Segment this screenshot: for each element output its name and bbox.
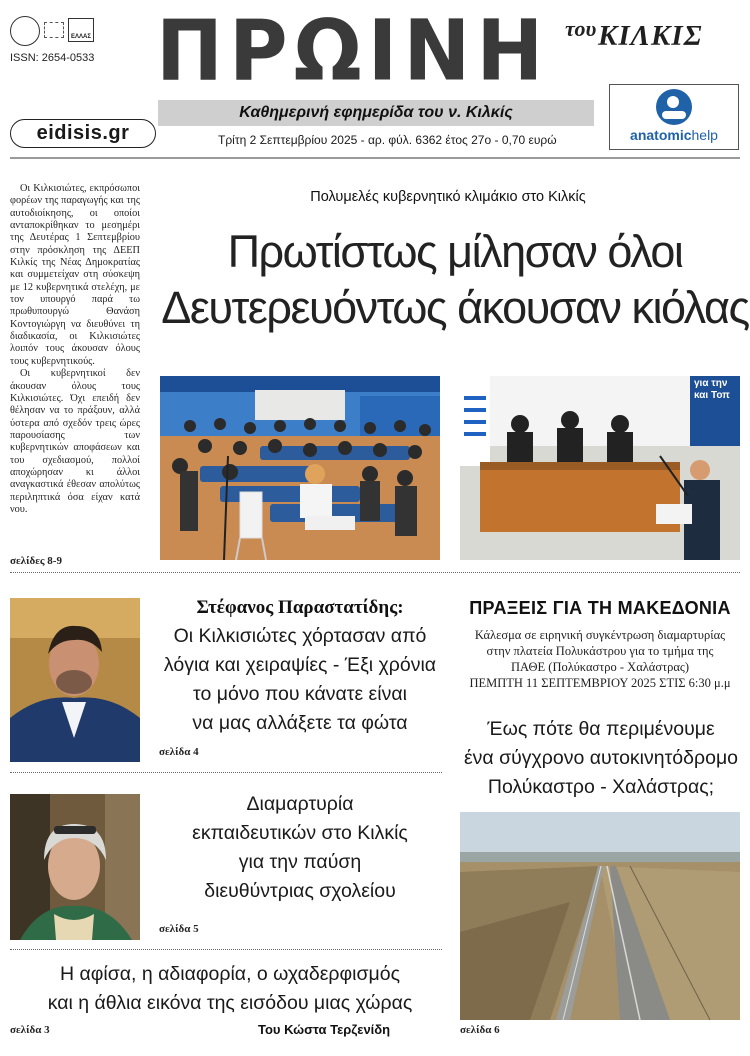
audience-photo-image	[160, 376, 440, 560]
highway-page-ref: σελίδα 6	[460, 1024, 500, 1036]
poster-headline[interactable]	[10, 960, 450, 1018]
tagline: Καθημερινή εφημερίδα του ν. Κιλκίς	[158, 100, 594, 126]
teachers-line-2: εκπαιδευτικών στο Κιλκίς	[192, 822, 408, 844]
elas-badge: ΕΛΛΑΣ	[68, 18, 94, 42]
lead-headline[interactable]	[160, 224, 750, 336]
banner-text-line-2: και Τοπ	[694, 390, 730, 401]
highway-line-1: Έως πότε θα περιμένουμε	[487, 718, 715, 740]
makedonia-announcement	[460, 627, 740, 691]
parastatidis-quote-line-3: το μόνο που κάνατε είναι	[193, 683, 407, 705]
makedonia-line-1: Κάλεσμα σε ειρηνική συγκέντρωση διαμαρτυρίας	[474, 628, 726, 642]
makedonia-line-2: στην πλατεία Πολυκάστρου για το τμήμα της	[486, 644, 714, 658]
parastatidis-divider	[10, 772, 442, 773]
lead-headline-line-2: Δευτερευόντως άκουσαν κιόλας	[161, 282, 749, 333]
advert-brand-name	[610, 127, 738, 143]
anatomichelp-advert[interactable]	[609, 84, 739, 150]
highway-photo-image	[460, 812, 740, 1020]
audience-photo	[160, 376, 440, 560]
poster-page-ref: σελίδα 3	[10, 1024, 50, 1036]
teachers-line-1: Διαμαρτυρία	[246, 793, 354, 815]
makedonia-line-3: ΠΑΘΕ (Πολύκαστρο - Χαλάστρας)	[510, 660, 690, 674]
parastatidis-page-ref: σελίδα 4	[159, 746, 199, 758]
poster-line-2: και η άθλια εικόνα της εισόδου μιας χώρας	[47, 992, 413, 1014]
advert-brand-bold: anatomic	[630, 127, 692, 143]
lead-story-body	[10, 183, 140, 516]
poster-line-1: Η αφίσα, η αδιαφορία, ο ωχαδερφισμός	[60, 963, 400, 985]
newspaper-title-main: ΠΡΩΙΝΗ	[156, 1, 550, 100]
issn-number: ISSN: 2654-0533	[10, 52, 95, 64]
parastatidis-quote-line-1: Οι Κιλκισιώτες χόρτασαν από	[173, 625, 427, 647]
highway-headline[interactable]	[456, 715, 746, 802]
website-link[interactable]: eidisis.gr	[10, 119, 156, 148]
parastatidis-quote	[160, 622, 440, 738]
teachers-divider	[10, 949, 442, 950]
teachers-line-3: για την παύση	[238, 851, 362, 873]
parastatidis-photo	[10, 598, 140, 762]
union-seal-badge	[10, 16, 40, 46]
lead-page-ref: σελίδες 8-9	[10, 555, 62, 567]
stamp-icon	[44, 22, 64, 38]
teachers-line-4: διευθύντριας σχολείου	[204, 880, 396, 902]
newspaper-title-place: ΚΙΛΚΙΣ	[598, 20, 703, 52]
masthead-divider	[10, 157, 740, 159]
banner-text-line-1: για την	[694, 378, 728, 389]
teacher-photo-image	[10, 794, 140, 940]
highway-line-3: Πολύκαστρο - Χαλάστρας;	[487, 776, 715, 798]
lead-headline-line-1: Πρωτίστως μίλησαν όλοι	[227, 226, 683, 277]
parastatidis-quote-line-4: να μας αλλάξετε τα φώτα	[192, 712, 408, 734]
teacher-photo	[10, 794, 140, 940]
newspaper-title-tou: του	[565, 16, 597, 41]
membership-badges	[10, 16, 122, 46]
poster-author: Του Κώστα Τερζενίδη	[258, 1022, 391, 1037]
panel-photo	[460, 376, 740, 560]
makedonia-line-4: ΠΕΜΠΤΗ 11 ΣΕΠΤΕΜΒΡΙΟΥ 2025 ΣΤΙΣ 6:30 μ.μ	[469, 676, 731, 690]
parastatidis-photo-image	[10, 598, 140, 762]
highway-photo	[460, 812, 740, 1020]
lead-paragraph-1: Οι Κιλκισιώτες, εκπρόσωποι φορέων της παραγωγής και της αυτοδιοίκησης, οι οποίοι ανταποκρίθηκαν το μεσημέρι της Δευτέρας 1 Σεπτεμβρίου στην πρόσκληση της ΔΕΕΠ Κιλκίς της Νέας Δημοκρατίας και συμμετείχαν στη σύσκεψη με 12 κυβερνητικά στελέχη, με τον υπουργό παρά τω πρωθυπουργώ Θανάση Κοντογιώργη να διευθύνει τη διαδικασία, οι Κιλκισιώτες λοιπόν τους άκουσαν όλους τους κυβερνητικούς.	[10, 183, 140, 367]
parastatidis-quote-line-2: λόγια και χειραψίες - Έξι χρόνια	[163, 654, 437, 676]
lead-kicker: Πολυμελές κυβερνητικό κλιμάκιο στο Κιλκίς	[310, 189, 586, 205]
makedonia-title[interactable]: ΠΡΑΞΕΙΣ ΓΙΑ ΤΗ ΜΑΚΕΔΟΝΙΑ	[469, 598, 731, 618]
parastatidis-name[interactable]: Στέφανος Παραστατίδης:	[196, 597, 404, 618]
newspaper-title	[156, 1, 566, 100]
highway-line-2: ένα σύγχρονο αυτοκινητόδρομο	[463, 747, 739, 769]
advert-brand-light: help	[691, 127, 718, 143]
person-icon	[656, 89, 692, 125]
banner-text	[694, 378, 740, 402]
panel-photo-image	[460, 376, 740, 560]
teachers-headline[interactable]	[160, 790, 440, 906]
section-divider	[10, 572, 740, 573]
lead-paragraph-2: Οι κυβερνητικοί δεν άκουσαν όλους τους Κιλκισιώτες. Όχι επειδή δεν θέλησαν να το πράξουν, αλλά ύστερα από σχεδόν τρεις ώρες παρουσίασης των κυβερνητικών αποφάσεων και του σχεδιασμού, πολλοί αποχώρησαν κι άλλοι αναγκαστικά έθεσαν απολύτως περιληπτικά όσα είχαν κατά νου.	[10, 368, 140, 515]
dateline: Τρίτη 2 Σεπτεμβρίου 2025 - αρ. φύλ. 6362 έτος 27ο - 0,70 ευρώ	[218, 133, 557, 147]
teachers-page-ref: σελίδα 5	[159, 923, 199, 935]
